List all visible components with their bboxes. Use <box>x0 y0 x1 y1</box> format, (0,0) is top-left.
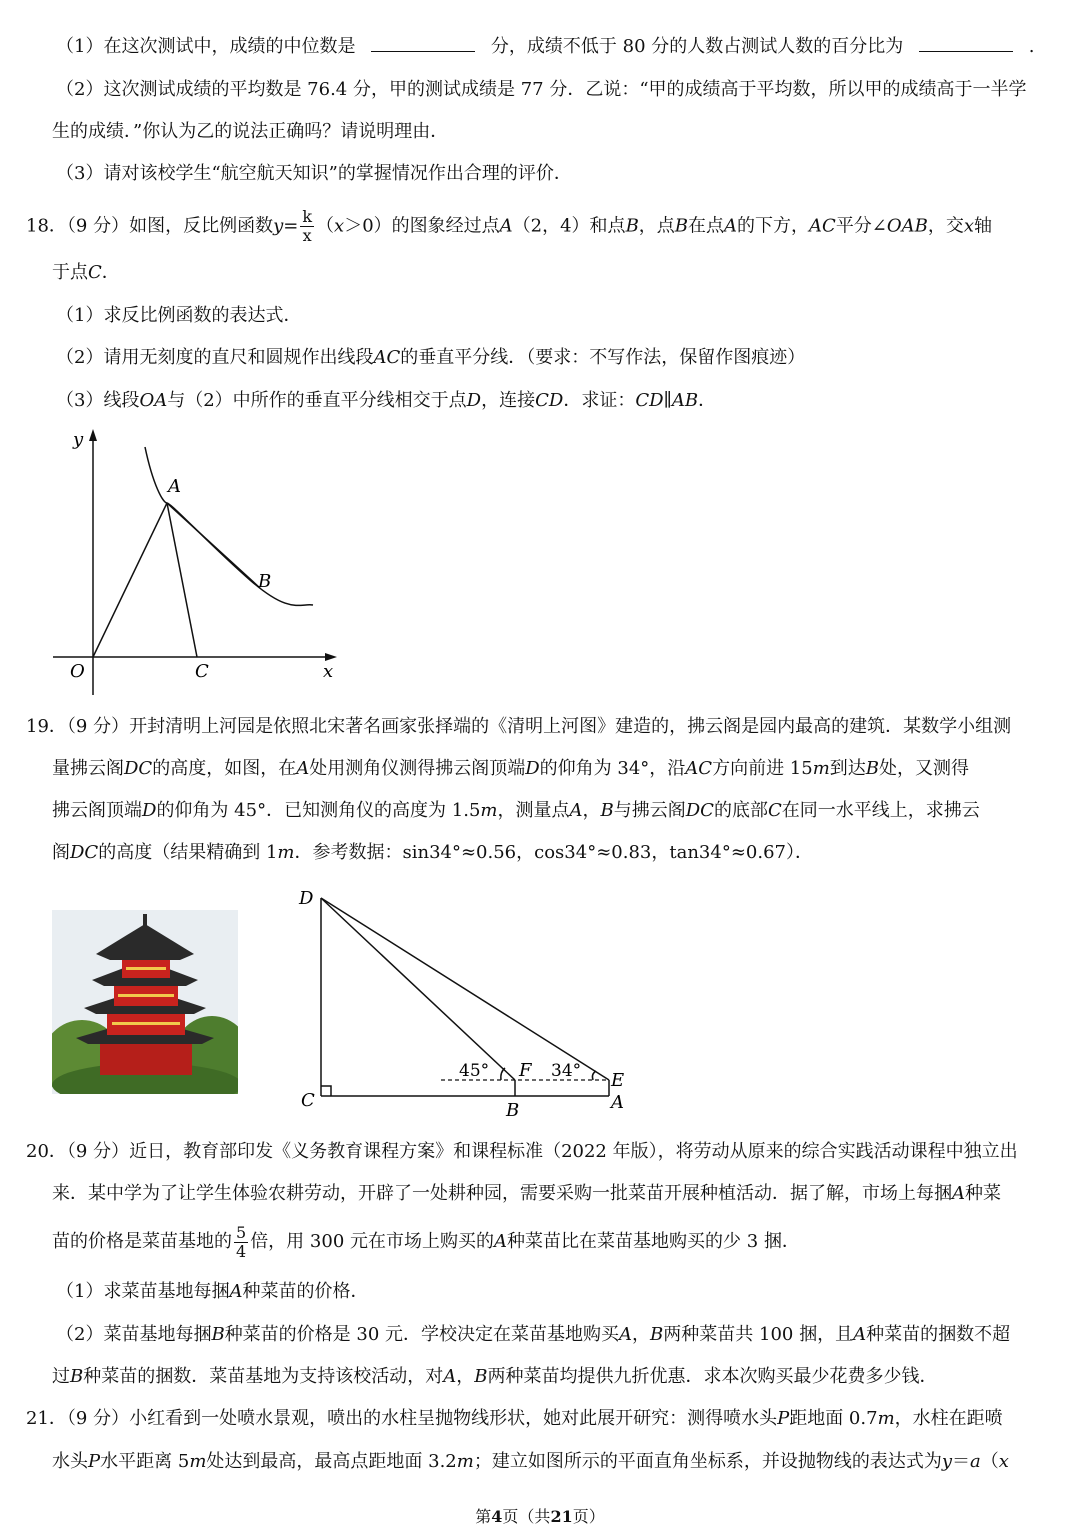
y-axis-arrow <box>89 429 97 441</box>
fraction-k-over-x: $\frac{k}{x}$ <box>302 207 313 245</box>
pagoda-photo <box>52 910 238 1094</box>
label-C: C <box>301 1090 315 1111</box>
q19-line1: 19．（9 分）开封清明上河园是依照北宋著名画家张择端的《清明上河图》建造的，拂云阁是园内最高的建筑．某数学小组测 <box>26 716 1012 737</box>
q20-part2-line1: （2）菜苗基地每捆B种菜苗的价格是 30 元．学校决定在菜苗基地购买A，B两种菜苗共 100 捆，且A种菜苗的捆数不超 <box>56 1324 1011 1345</box>
q20-part2-line2: 过B种菜苗的捆数．菜苗基地为支持该校活动，对A，B两种菜苗均提供九折优惠．求本次购买最少花费多少钱． <box>52 1366 938 1387</box>
label-E: E <box>611 1070 625 1091</box>
q19-figure-triangle <box>295 884 635 1120</box>
page-number: 4 <box>491 1507 503 1526</box>
q19-line4: 阁DC的高度（结果精确到 1m．参考数据：sin34°≈0.56，cos34°≈0.83，tan34°≈0.67）． <box>52 842 813 863</box>
hyperbola-curve <box>145 447 313 605</box>
q17-part2-line1: （2）这次测试成绩的平均数是 76.4 分，甲的测试成绩是 77 分．乙说：“甲的成绩高于平均数，所以甲的成绩高于一半学 <box>56 79 1027 100</box>
label-A: A <box>611 1092 624 1113</box>
q20-line3: 苗的价格是菜苗基地的 $\frac{5}{4}$ 倍，用 300 元在市场上购买的A种菜苗比在菜苗基地购买的少 3 捆． <box>52 1222 800 1261</box>
label-C: C <box>195 661 209 682</box>
q21-line1: 21．（9 分）小红看到一处喷水景观，喷出的水柱呈抛物线形状，她对此展开研究：测得喷水头P距地面 0.7m，水柱在距喷 <box>26 1408 1003 1429</box>
angle-arc-34 <box>592 1071 596 1080</box>
label-D: D <box>299 888 314 909</box>
segment-OA <box>93 503 167 657</box>
label-B: B <box>506 1100 520 1120</box>
q20-part1: （1）求菜苗基地每捆A种菜苗的价格． <box>56 1281 369 1302</box>
page-footer: 第4页（共21页） <box>475 1507 605 1526</box>
label-angle-34: 34° <box>551 1061 582 1081</box>
label-F: F <box>519 1060 532 1081</box>
right-angle-mark <box>321 1086 331 1096</box>
q18-part3: （3）线段OA与（2）中所作的垂直平分线相交于点D，连接CD．求证：CD∥AB． <box>56 390 717 411</box>
label-angle-45: 45° <box>459 1061 490 1081</box>
label-x: x <box>323 661 334 682</box>
q17-part1: （1）在这次测试中，成绩的中位数是 分，成绩不低于 80 分的人数占测试人数的百分比为 . <box>56 36 1035 57</box>
q17-part2-line2: 生的成绩．”你认为乙的说法正确吗？请说明理由． <box>52 121 449 142</box>
q18-part1: （1）求反比例函数的表达式． <box>56 305 302 326</box>
fraction-5-over-4: $\frac{5}{4}$ <box>236 1222 247 1261</box>
label-y: y <box>73 429 84 450</box>
segment-DF <box>321 898 515 1080</box>
segment-DE <box>321 898 609 1080</box>
q17-part3: （3）请对该校学生“航空航天知识”的掌握情况作出合理的评价． <box>56 163 572 184</box>
q18-line1: 18．（9 分）如图，反比例函数y= $\frac{k}{x}$ （x＞0）的图象经过点A（2，4）和点B，点B在点A的下方，AC平分∠OAB，交x轴 <box>26 207 993 245</box>
x-axis-arrow <box>325 653 337 661</box>
q20-line2: 来．某中学为了让学生体验农耕劳动，开辟了一处耕种园，需要采购一批菜苗开展种植活动．据了解，市场上每捆A种菜 <box>52 1183 1001 1204</box>
q21-line2: 水头P水平距离 5m处达到最高，最高点距地面 3.2m；建立如图所示的平面直角坐标系，并设抛物线的表达式为y＝a（x <box>52 1451 1009 1472</box>
answer-blank-percentage[interactable] <box>919 35 1013 52</box>
answer-blank-median[interactable] <box>371 35 475 52</box>
q20-line1: 20．（9 分）近日，教育部印发《义务教育课程方案》和课程标准（2022 年版），将劳动从原来的综合实践活动课程中独立出 <box>26 1141 1018 1162</box>
label-A: A <box>168 476 181 497</box>
page-total: 21 <box>550 1507 573 1526</box>
q19-line3: 拂云阁顶端D的仰角为 45°．已知测角仪的高度为 1.5m，测量点A，B与拂云阁DC的底部C在同一水平线上，求拂云 <box>52 800 980 821</box>
q19-line2: 量拂云阁DC的高度，如图，在A处用测角仪测得拂云阁顶端D的仰角为 34°，沿AC方向前进 15m到达B处，又测得 <box>52 758 970 779</box>
q18-line2: 于点C． <box>52 262 120 283</box>
q18-figure-inverse-function <box>45 425 345 710</box>
q18-part2: （2）请用无刻度的直尺和圆规作出线段AC的垂直平分线．（要求：不写作法，保留作图痕迹） <box>56 347 806 368</box>
label-B: B <box>258 571 272 592</box>
label-O: O <box>70 661 85 682</box>
